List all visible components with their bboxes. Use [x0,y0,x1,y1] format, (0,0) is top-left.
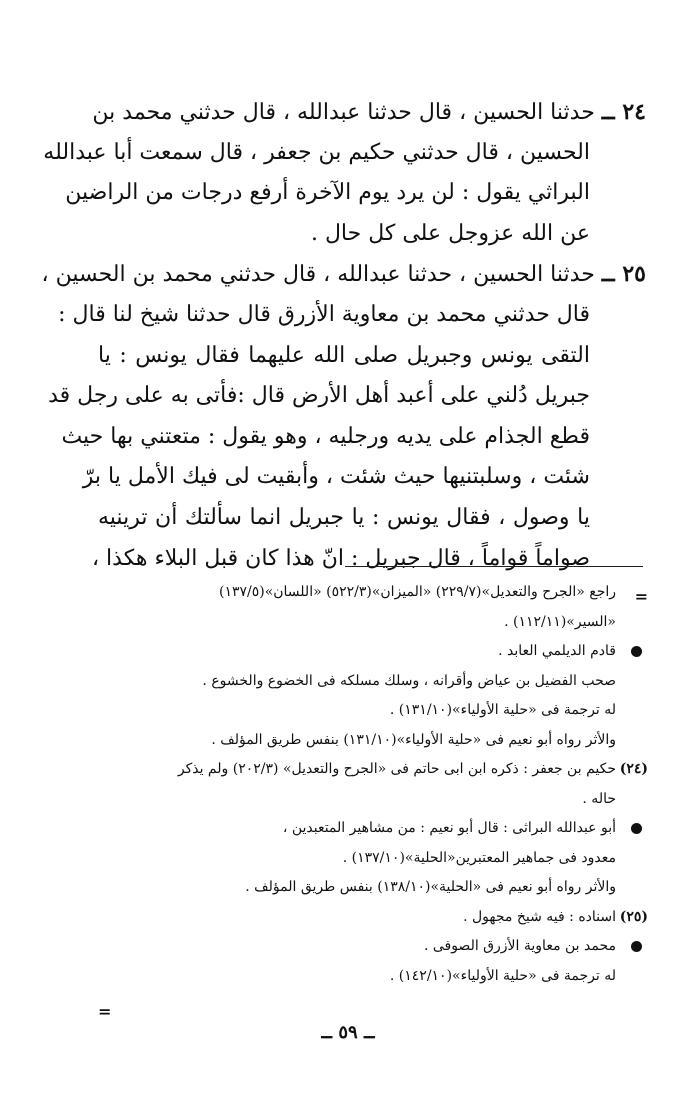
footnote-number: (٢٥) [619,908,648,925]
main-text [41,92,646,579]
footnote-line: والأثر رواه أبو نعيم فى «حلية الأولياء»(١٣١/١٠) بنفس طريق المؤلف . [211,731,616,748]
footnote-line: حاله . [582,790,616,807]
text-line: يا وصول ، فقال يونس : يا جبريل انما سألتك أن ترينيه [98,504,590,530]
footnote-number: (٢٤) [619,761,648,777]
footnote-line: قادم الديلمي العابد . [96,637,648,667]
footnote-divider [345,566,643,567]
footnote-line: = راجع «الجرح والتعديل»(٢٢٩/٧) «الميزان»(٥٢٢/٣) «اللسان»(١٣٧/٥) [96,578,648,608]
footnote-line: معدود فى جماهير المعتبرين«الحلية»(١٣٧/١٠) . [342,849,616,866]
continuation-mark: = [634,587,648,606]
text-line: قطع الجذام على يديه ورجليه ، وهو يقول : متعتني بها حيث [61,423,590,449]
footnote-line: أبو عبدالله البراثى : قال أبو نعيم : من مشاهير المتعبدين ، [96,814,648,844]
text-line: ٢٥ ــ حدثنا الحسين ، حدثنا عبدالله ، قال حدثني محمد بن الحسين ، [41,261,646,288]
text-line: التقى يونس وجبريل صلى الله عليهما فقال يونس : يا [98,342,590,368]
text-line: صواماً قواماً ، قال جبريل : انّ هذا كان قبل البلاء هكذا ، [91,545,590,571]
text-line: عن الله عزوجل على كل حال . [310,220,590,246]
text-line: شئت ، وسلبتنيها حيث شئت ، وأبقيت لى فيك الأمل يا برّ [82,464,590,490]
text-line: البراثي يقول : لن يرد يوم الآخرة أرفع درجات من الراضين [65,180,590,206]
footnote-line: (٢٥) اسناده : فيه شيخ مجهول . [96,903,648,933]
bullet-icon [631,941,642,952]
footnote-line: له ترجمة فى «حلية الأولياء»(١٤٢/١٠) . [389,967,616,984]
page-number: ــ ٥٩ ــ [321,1022,375,1043]
footnotes [96,578,648,991]
text-line: قال حدثني محمد بن معاوية الأزرق قال حدثنا شيخ لنا قال : [58,301,590,327]
footnote-line: محمد بن معاوية الأزرق الصوفى . [96,932,648,962]
text-line: ٢٤ ــ حدثنا الحسين ، قال حدثنا عبدالله ، قال حدثني محمد بن [92,99,646,125]
footnote-line: له ترجمة فى «حلية الأولياء»(١٣١/١٠) . [389,702,616,718]
footnote-line: صحب الفضيل بن عياض وأقرانه ، وسلك مسلكه فى الخضوع والخشوع . [202,672,616,689]
continuation-mark-end: = [98,1002,112,1021]
text-line: جبريل دُلني على أعبد أهل الأرض قال :فأتى به على رجل قد [48,383,590,409]
footnote-line: «السير»(١١٢/١١) . [504,613,616,630]
bullet-icon [631,646,642,657]
paragraph-number: ٢٤ ــ [601,99,646,125]
paragraph-number: ٢٥ ــ [601,261,646,288]
footnote-line: والأثر رواه أبو نعيم فى «الحلية»(١٣٨/١٠) بنفس طريق المؤلف . [245,879,616,895]
text-line: الحسين ، قال حدثني حكيم بن جعفر ، قال سمعت أبا عبدالله [43,139,590,165]
bullet-icon [631,823,642,834]
footnote-line: (٢٤) حكيم بن جعفر : ذكره ابن ابى حاتم فى «الجرح والتعديل» (٢٠٢/٣) ولم يذكر [96,755,648,785]
